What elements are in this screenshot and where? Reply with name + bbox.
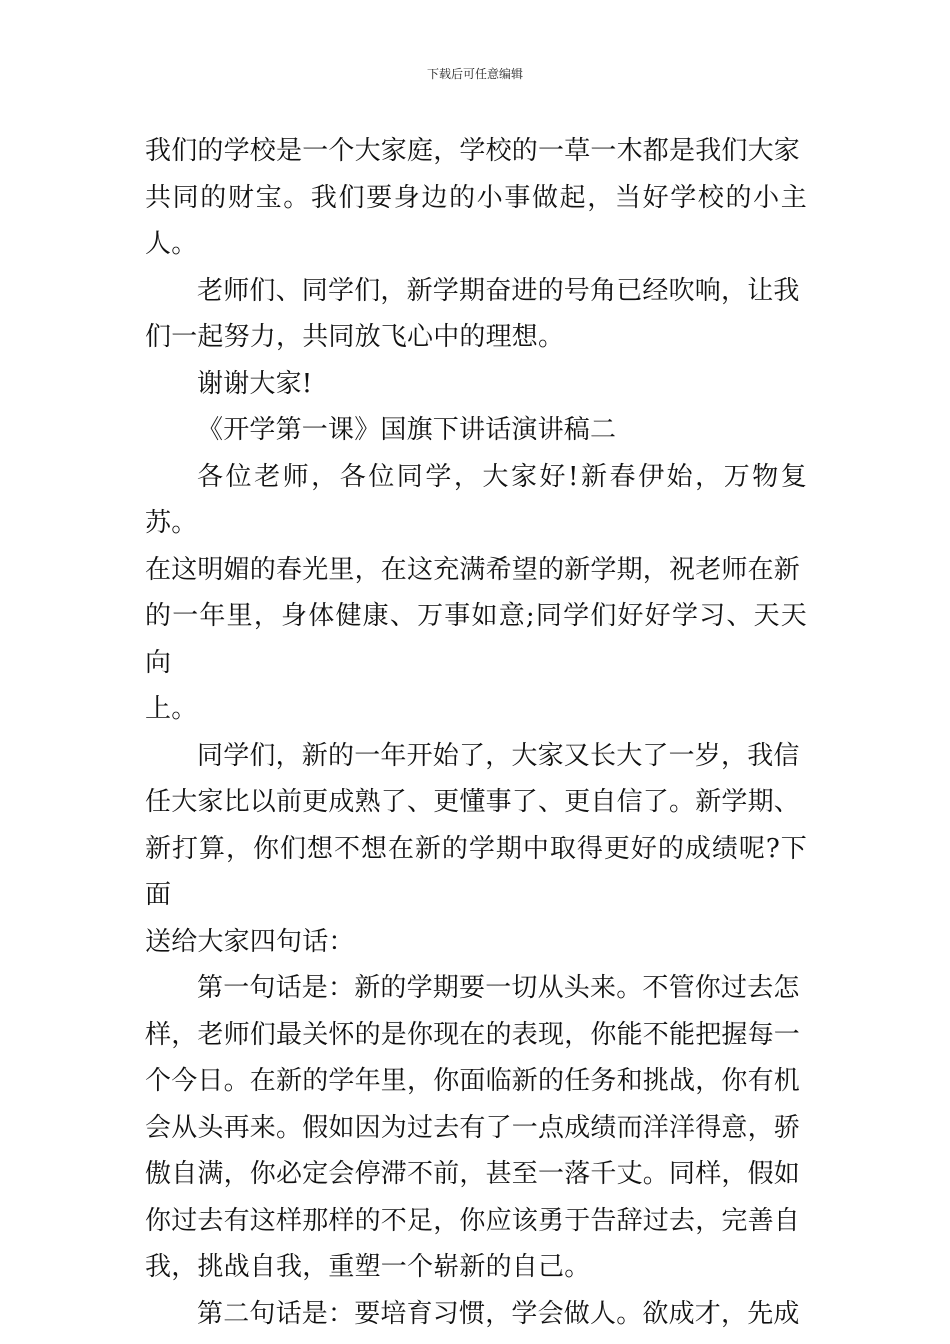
paragraph-thanks: 谢谢大家! <box>197 368 313 399</box>
document-body <box>145 128 807 1337</box>
paragraph-new-semester-call: 老师们、同学们，新学期奋进的号角已经吹响，让我 们一起努力，共同放飞心中的理想。 <box>145 275 800 352</box>
paragraph-first-sentence: 第一句话是：新的学期要一切从头来。不管你过去怎 样，老师们最关怀的是你现在的表现，你能不能把握每一 个今日。在新的学年里，你面临新的任务和挑战，你有机 会从头再来。假如因为过去有了一点成绩而洋洋得意，骄 傲自满，你必定会停滞不前，甚至一落千丈。同样，假如 你过去有这样那样的不足，你应该勇于告辞过去，完善自 我，挑战自我，重塑一个崭新的自己。 <box>145 973 801 1282</box>
section-title: 《开学第一课》国旗下讲话演讲稿二 <box>197 415 617 445</box>
paragraph-second-sentence: 第二句话是：要培育习惯，学会做人。欲成才，先成 <box>197 1298 800 1329</box>
paragraph-new-year: 同学们，新的一年开始了，大家又长大了一岁，我信 任大家比以前更成熟了、更懂事了、更自信了。新学期、 新打算，你们想不想在新的学期中取得更好的成绩呢?下面 送给大家四句话： <box>145 740 807 957</box>
paragraph-school-family: 我们的学校是一个大家庭，学校的一草一木都是我们大家 共同的财宝。我们要身边的小事做起，当好学校的小主人。 <box>145 136 807 259</box>
page-header-note: 下载后可任意编辑 <box>426 67 523 81</box>
paragraph-greeting: 各位老师，各位同学，大家好!新春伊始，万物复苏。 在这明媚的春光里，在这充满希望的新学期，祝老师在新 的一年里，身体健康、万事如意;同学们好好学习、天天向 上。 <box>145 461 807 724</box>
